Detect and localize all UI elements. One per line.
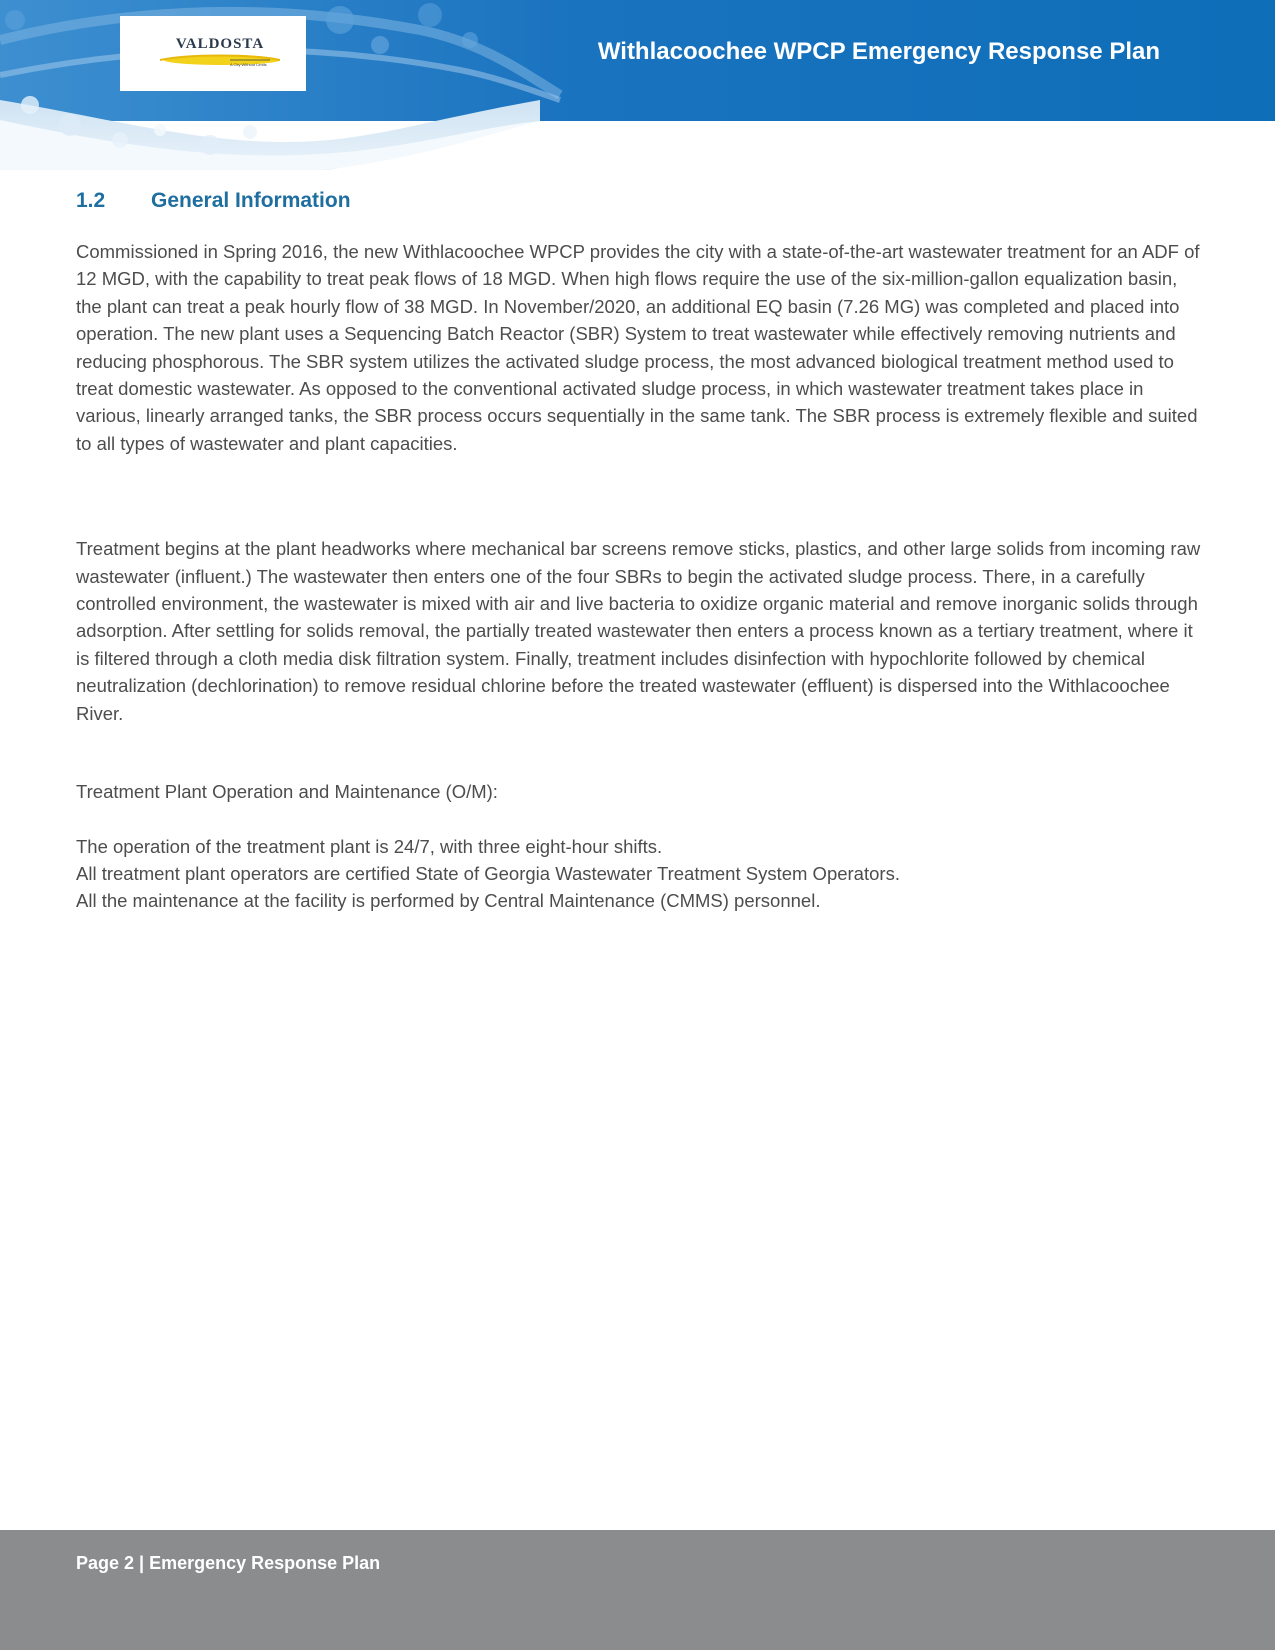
paragraph-treatment-process: Treatment begins at the plant headworks where mechanical bar screens remove sticks, plastics, and other large solids from incoming raw wastewater (influent.) The wastewater then enters one of the four SBRs to begin the activated sludge process. There, in a carefully controlled environment, the wastewater is mixed with air and live bacteria to oxidize organic material and remove inorganic solids through adsorption. After settling for solids removal, the partially treated wastewater then enters a process known as a tertiary treatment, where it is filtered through a cloth media disk filtration system. Finally, treatment includes disinfection with hypochlorite followed by chemical neutralization (dechlorination) to remove residual chlorine before the treated wastewater (effluent) is dispersed into the Withlacoochee River. bbox=[76, 538, 1201, 724]
page-footer bbox=[0, 1530, 1275, 1650]
section-number: 1.2 bbox=[76, 189, 106, 212]
om-line: The operation of the treatment plant is 24/7, with three eight-hour shifts. bbox=[76, 835, 663, 857]
section-heading bbox=[76, 186, 1206, 216]
logo-tagline: A City Without Limits bbox=[230, 62, 267, 67]
om-heading: Treatment Plant Operation and Maintenance (O/M): bbox=[76, 781, 498, 803]
om-line: All the maintenance at the facility is performed by Central Maintenance (CMMS) personnel. bbox=[76, 890, 821, 912]
om-list bbox=[76, 833, 1206, 915]
logo-text: VALDOSTA bbox=[175, 36, 265, 52]
paragraph-general-info: Commissioned in Spring 2016, the new Withlacoochee WPCP provides the city with a state-of-the-art wastewater treatment for an ADF of 12 MGD, with the capability to treat peak flows of 18 MGD. When high flows require the use of the six-million-gallon equalization basin, the plant can treat a peak hourly flow of 38 MGD. In November/2020, an additional EQ basin (7.26 MG) was completed and placed into operation. The new plant uses a Sequencing Batch Reactor (SBR) System to treat wastewater while effectively removing nutrients and reducing phosphorous. The SBR system utilizes the activated sludge process, the most advanced biological treatment method used to treat domestic wastewater. As opposed to the conventional activated sludge process, in which wastewater treatment takes place in various, linearly arranged tanks, the SBR process occurs sequentially in the same tank. The SBR process is extremely flexible and suited to all types of wastewater and plant capacities. bbox=[76, 241, 1200, 454]
header-banner bbox=[0, 0, 1275, 170]
section-title: General Information bbox=[151, 189, 351, 212]
document-title: Withlacoochee WPCP Emergency Response Plan bbox=[597, 38, 1160, 65]
valdosta-logo bbox=[120, 16, 306, 91]
om-line: All treatment plant operators are certified State of Georgia Wastewater Treatment System Operators. bbox=[76, 862, 900, 884]
main-content bbox=[76, 186, 1206, 915]
logo-graphic bbox=[120, 16, 306, 91]
footer-page-label: Page 2 | Emergency Response Plan bbox=[76, 1553, 381, 1573]
